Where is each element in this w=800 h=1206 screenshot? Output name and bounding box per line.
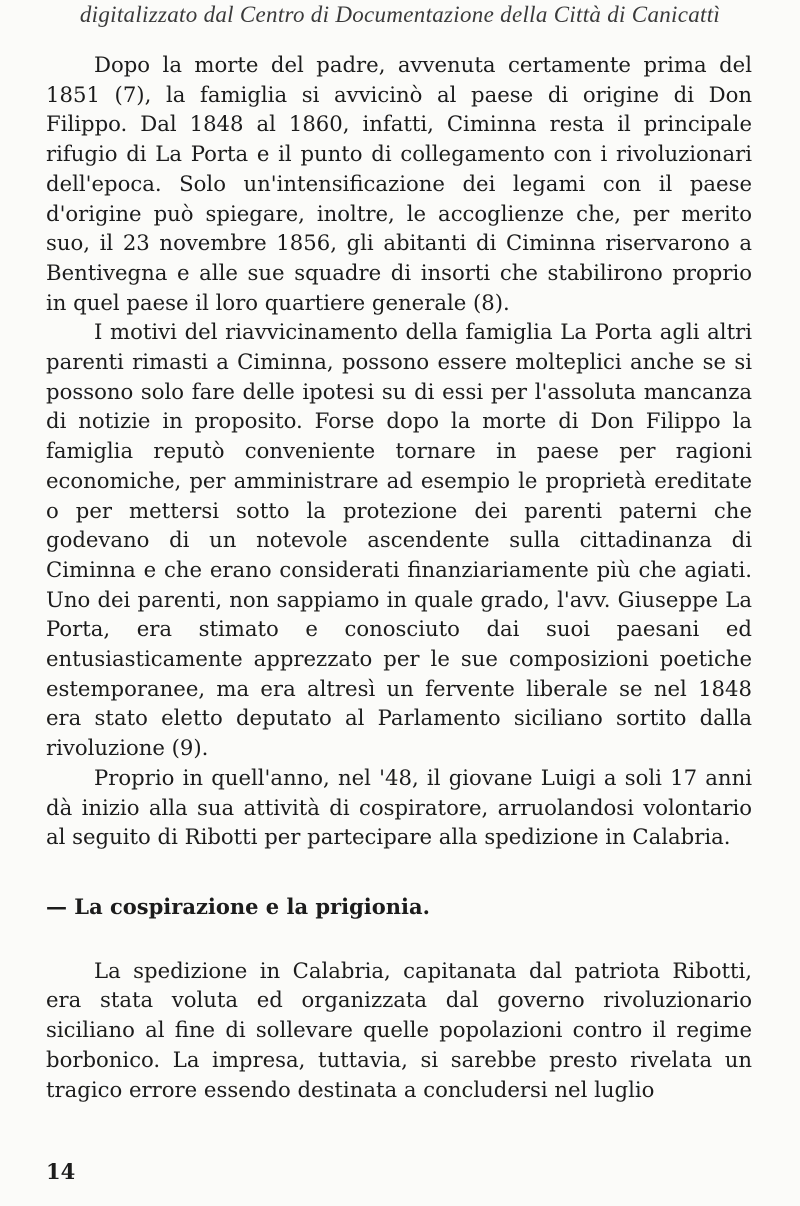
paragraph-4: La spedizione in Calabria, capitanata dal patriota Ribotti, era stata voluta ed organizzata dal governo rivoluzionario siciliano al fine di sollevare quelle popolazioni contro il regime borbonico. La impresa, tuttavia, si sarebbe presto rivelata un tragico errore essendo destinata a concludersi nel luglio	[46, 957, 752, 1102]
page-number: 14	[46, 1159, 76, 1184]
paragraph-1: Dopo la morte del padre, avvenuta certamente prima del 1851 (7), la famiglia si avvicinò al paese di origine di Don Filippo. Dal 1848 al 1860, infatti, Ciminna resta il principale rifugio di La Porta e il punto di collegamento con i rivoluzionari dell'epoca. Solo un'intensificazione dei legami con il paese d'origine può spiegare, inoltre, le accoglienze che, per merito suo, il 23 novembre 1856, gli abitanti di Ciminna riservarono a Bentivegna e alle sue squadre di insorti che stabilirono proprio in quel paese il loro quartiere generale (8).	[46, 52, 752, 315]
page-body	[46, 50, 752, 1104]
paragraph-2: I motivi del riavvicinamento della famiglia La Porta agli altri parenti rimasti a Ciminna, possono essere molteplici anche se si possono solo fare delle ipotesi su di essi per l'assoluta mancanza di notizie in proposito. Forse dopo la morte di Don Filippo la famiglia reputò conveniente tornare in paese per ragioni economiche, per amministrare ad esempio le proprietà ereditate o per mettersi sotto la protezione dei parenti paterni che godevano di un notevole ascendente sulla cittadinanza di Ciminna e che erano considerati finanziariamente più che agiati. Uno dei parenti, non sappiamo in quale grado, l'avv. Giuseppe La Porta, era stimato e conosciuto dai suoi paesani ed entusiasticamente apprezzato per le sue composizioni poetiche estemporanee, ma era altresì un fervente liberale se nel 1848 era stato eletto deputato al Parlamento siciliano sortito dalla rivoluzione (9).	[46, 319, 752, 761]
watermark-header: digitalizzato dal Centro di Documentazione della Città di Canicattì	[79, 2, 721, 27]
section-title: — La cospirazione e la prigionia.	[46, 893, 430, 919]
paragraph-3: Proprio in quell'anno, nel '48, il giovane Luigi a soli 17 anni dà inizio alla sua attività di cospiratore, arruolandosi volontario al seguito di Ribotti per partecipare alla spedizione in Calabria.	[46, 764, 752, 850]
